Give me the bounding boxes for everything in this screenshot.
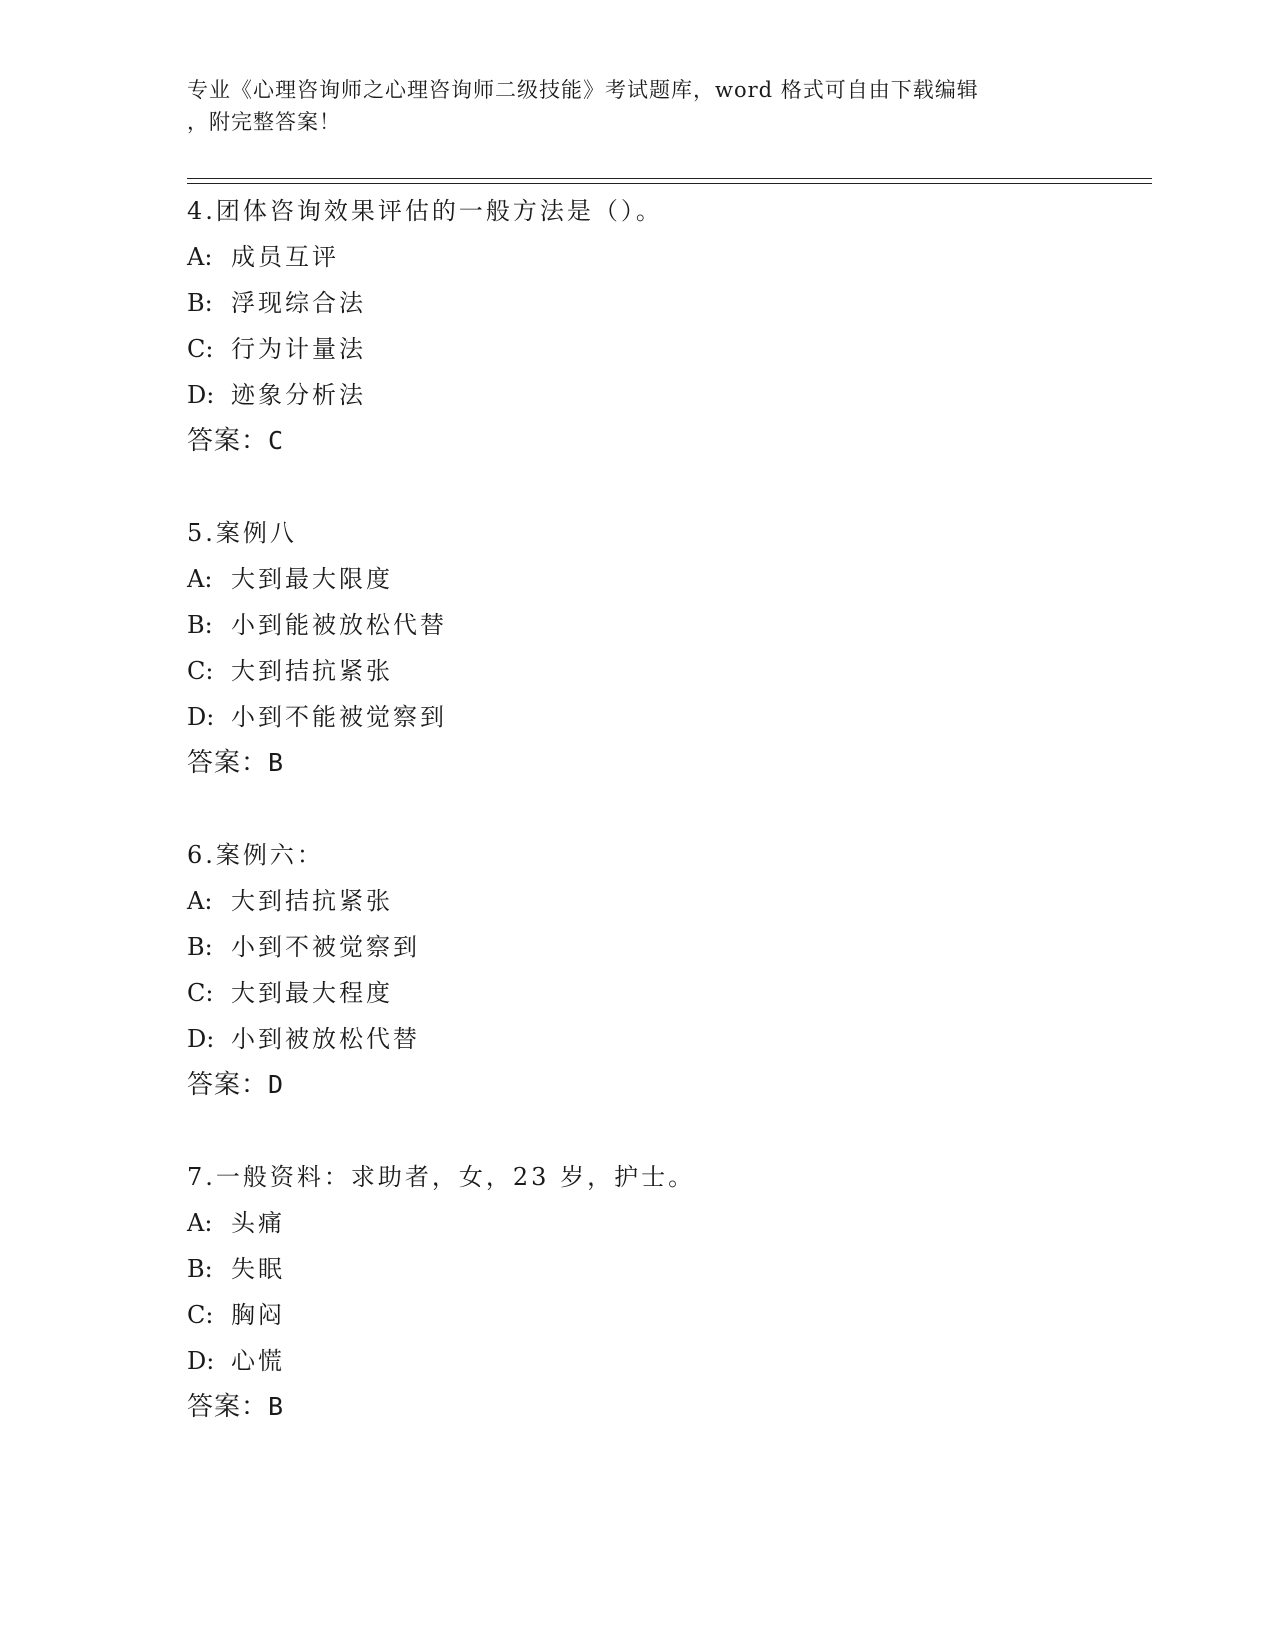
question-5 [187,510,1147,786]
answer-value: B [268,748,284,777]
option-text: 成员互评 [231,243,339,271]
option-key: A: [187,565,213,593]
option-text: 大到拮抗紧张 [231,657,393,685]
option-key: C: [187,1301,214,1329]
option-text: 失眠 [231,1255,285,1283]
option-text: 头痛 [231,1209,285,1237]
question-stem [187,1154,1147,1200]
question-number: 4. [187,197,216,225]
answer-label: 答案： [187,1070,269,1100]
answer-value: B [268,1392,284,1421]
option-key: A: [187,1209,213,1237]
question-number: 5. [187,519,216,547]
header-line-2: ，附完整答案！ [187,110,341,134]
option-b [187,602,1147,648]
option-text: 胸闷 [231,1301,285,1329]
option-text: 行为计量法 [231,335,366,363]
option-a [187,556,1147,602]
answer-value: C [268,426,284,455]
answer-label: 答案： [187,748,269,778]
option-key: D: [187,703,215,731]
answer-line [187,1062,1147,1108]
option-c [187,326,1147,372]
answer-line [187,740,1147,786]
option-key: D: [187,1347,215,1375]
question-stem [187,510,1147,556]
option-key: B: [187,289,213,317]
option-text: 小到被放松代替 [231,1025,420,1053]
question-stem [187,832,1147,878]
answer-value: D [268,1070,284,1099]
option-text: 心慌 [231,1347,285,1375]
question-text: 案例六： [215,841,324,869]
header-line-1: 专业《心理咨询师之心理咨询师二级技能》考试题库，word 格式可自由下载编辑 [187,78,979,102]
option-text: 大到最大程度 [231,979,393,1007]
option-key: B: [187,933,213,961]
option-text: 大到最大限度 [231,565,393,593]
option-b [187,924,1147,970]
option-c [187,1292,1147,1338]
header-divider-top [187,178,1152,179]
question-number: 7. [187,1163,216,1191]
option-a [187,1200,1147,1246]
option-key: B: [187,611,213,639]
option-key: B: [187,1255,213,1283]
option-key: A: [187,887,213,915]
question-7 [187,1154,1147,1430]
option-key: C: [187,979,214,1007]
option-key: C: [187,335,214,363]
question-4 [187,188,1147,464]
option-d [187,372,1147,418]
option-key: D: [187,1025,215,1053]
option-b [187,1246,1147,1292]
option-key: D: [187,381,215,409]
question-text: 一般资料：求助者，女，23 岁，护士。 [215,1163,696,1191]
option-a [187,234,1147,280]
question-text: 案例八 [215,519,297,547]
answer-label: 答案： [187,426,269,456]
document-header [187,74,1087,138]
question-list [187,188,1147,1430]
option-text: 小到不被觉察到 [231,933,420,961]
question-text: 团体咨询效果评估的一般方法是（）。 [215,197,663,225]
option-text: 浮现综合法 [231,289,366,317]
option-text: 迹象分析法 [231,381,366,409]
option-d [187,1016,1147,1062]
option-d [187,1338,1147,1384]
option-text: 大到拮抗紧张 [231,887,393,915]
option-key: C: [187,657,214,685]
option-a [187,878,1147,924]
option-d [187,694,1147,740]
header-divider-bottom [187,183,1152,184]
option-text: 小到能被放松代替 [231,611,447,639]
answer-line [187,1384,1147,1430]
option-c [187,970,1147,1016]
option-c [187,648,1147,694]
option-b [187,280,1147,326]
answer-label: 答案： [187,1392,269,1422]
answer-line [187,418,1147,464]
option-key: A: [187,243,213,271]
option-text: 小到不能被觉察到 [231,703,447,731]
question-number: 6. [187,841,216,869]
question-6 [187,832,1147,1108]
question-stem [187,188,1147,234]
